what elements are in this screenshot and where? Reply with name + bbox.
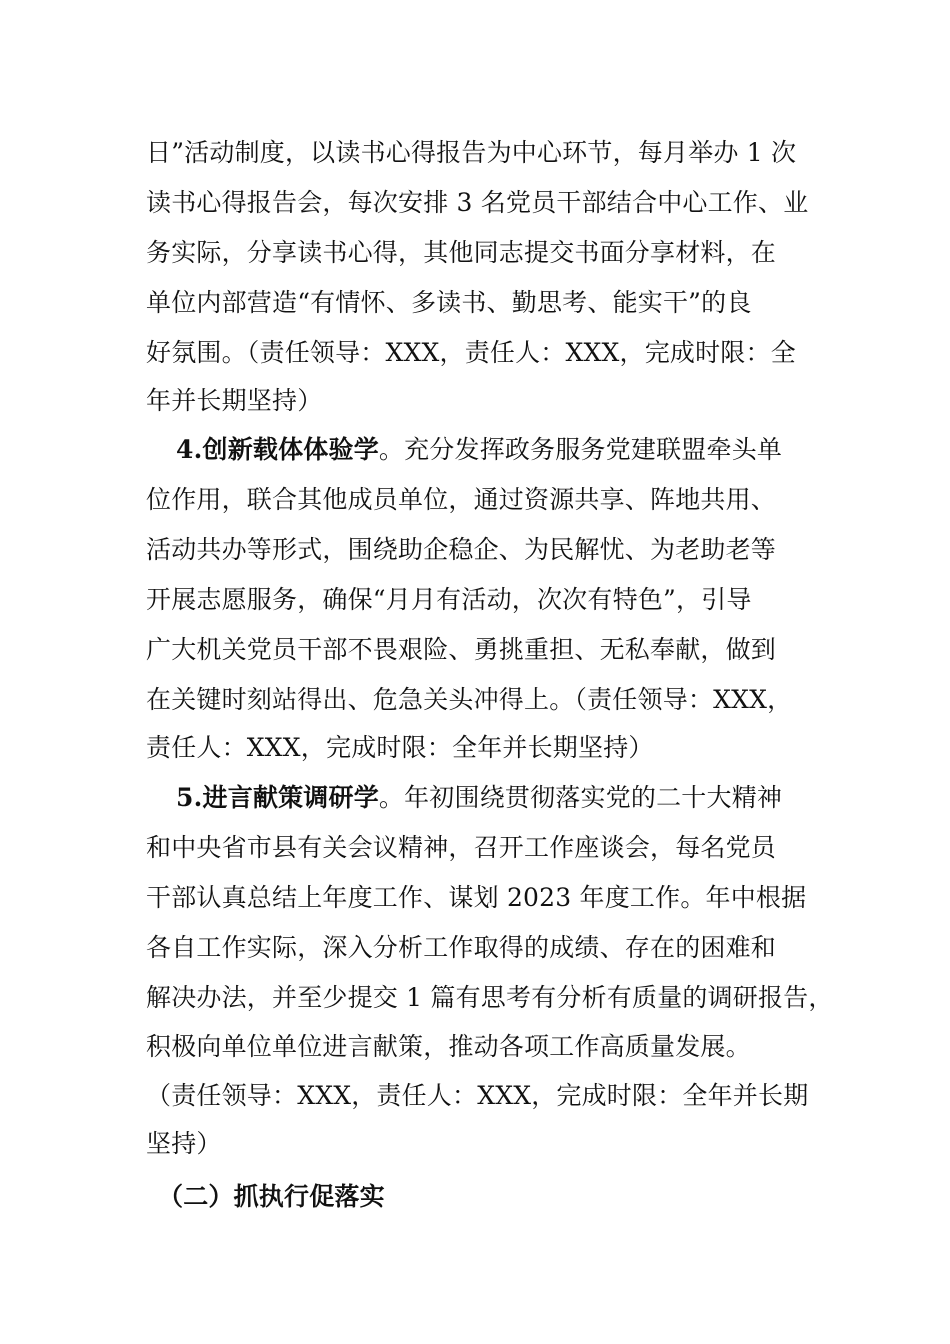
section-heading: （二）抓执行促落实 <box>158 1182 385 1211</box>
text-line: 解决办法，并至少提交 1 篇有思考有分析有质量的调研报告， <box>146 983 834 1012</box>
text-line: 干部认真总结上年度工作、谋划 2023 年度工作。年中根据 <box>146 883 807 912</box>
text-line: 各自工作实际，深入分析工作取得的成绩、存在的困难和 <box>146 933 777 962</box>
text-line: 年并长期坚持） <box>146 386 323 415</box>
text-line: 和中央省市县有关会议精神，召开工作座谈会，每名党员 <box>146 833 777 862</box>
item4-heading: 4.创新载体体验学 <box>176 435 379 464</box>
text-line: （责任领导：XXX，责任人：XXX，完成时限：全年并长期 <box>146 1081 809 1110</box>
text-line: 活动共办等形式，围绕助企稳企、为民解忧、为老助老等 <box>146 535 777 564</box>
text-line: 积极向单位单位进言献策，推动各项工作高质量发展。 <box>146 1032 751 1061</box>
text-line: 位作用，联合其他成员单位，通过资源共享、阵地共用、 <box>146 485 777 514</box>
text-line: 好氛围。（责任领导：XXX，责任人：XXX，完成时限：全 <box>146 338 796 367</box>
text-line: 在关键时刻站得出、危急关头冲得上。（责任领导：XXX， <box>146 685 793 714</box>
text-line: 开展志愿服务，确保“月月有活动，次次有特色”，引导 <box>146 585 752 614</box>
item5-first-line <box>176 773 782 823</box>
text-line: 广大机关党员干部不畏艰险、勇挑重担、无私奉献，做到 <box>146 635 777 664</box>
item4-first-line <box>176 425 782 475</box>
item5-first-line-text: 。年初围绕贯彻落实党的二十大精神 <box>378 783 783 812</box>
text-line: 坚持） <box>146 1129 222 1158</box>
text-line: 务实际，分享读书心得，其他同志提交书面分享材料，在 <box>146 238 777 267</box>
text-line: 责任人：XXX，完成时限：全年并长期坚持） <box>146 733 654 762</box>
text-line: 单位内部营造“有情怀、多读书、勤思考、能实干”的良 <box>146 288 752 317</box>
item5-heading: 5.进言献策调研学 <box>176 783 379 812</box>
text-line: 读书心得报告会，每次安排 3 名党员干部结合中心工作、业 <box>146 188 809 217</box>
item4-first-line-text: 。充分发挥政务服务党建联盟牵头单 <box>378 435 783 464</box>
text-line: 日”活动制度，以读书心得报告为中心环节，每月举办 1 次 <box>146 138 797 167</box>
